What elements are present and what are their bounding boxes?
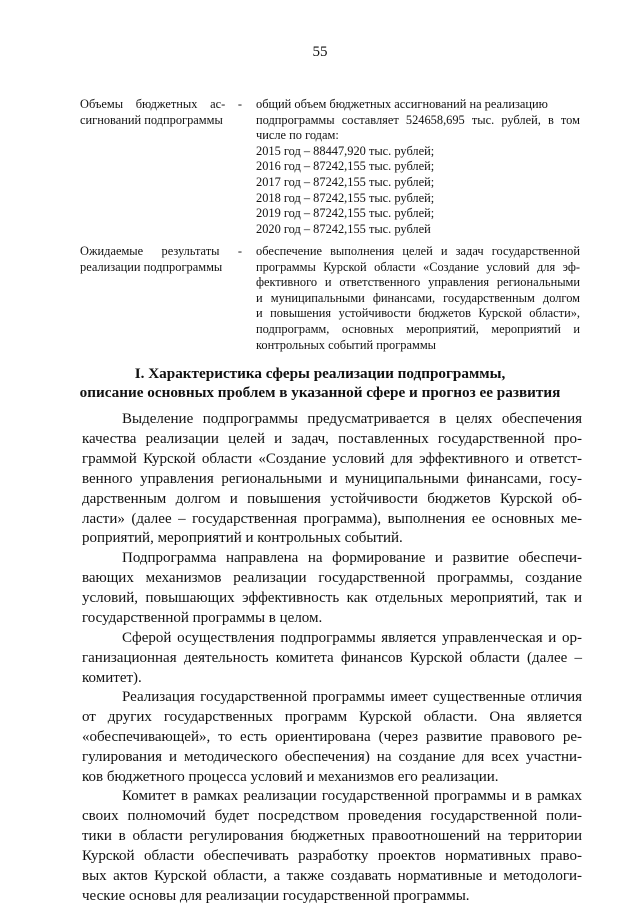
- paragraph-line: Подпрограмма направлена на формирование и развитие обеспечи-: [122, 550, 582, 566]
- label-line: реализации подпрограммы: [80, 259, 223, 274]
- paragraph-line: венного управления региональными и муниципальными финансами, госу-: [82, 470, 582, 487]
- paragraph-line: Сферой осуществления подпрограммы является управленческая и ор-: [122, 630, 582, 646]
- body-line: общий объем бюджетных ассигнований на реализацию: [256, 97, 548, 111]
- paragraph-line: качества реализации целей и задач, поставленных государственной про-: [82, 430, 582, 447]
- heading-line: описание основных проблем в указанной сфере и прогноз ее развития: [79, 384, 561, 401]
- body-line: обеспечение выполнения целей и задач государственной: [256, 244, 580, 258]
- paragraph-line: Реализация государственной программы имеет существенные отличия: [122, 689, 582, 705]
- paragraph-line: вых актов Курской области, а также создавать нормативные и методологи-: [82, 867, 582, 884]
- paragraph-line: тики в области регулирования бюджетных правоотношений на территории: [82, 827, 582, 844]
- label-line: сигнований подпрограммы: [80, 112, 223, 127]
- paragraph-line: Выделение подпрограммы предусматривается в целях обеспечения: [122, 411, 582, 427]
- paragraph-3: [82, 629, 582, 689]
- paragraph-line: дарственным долгом и повышения устойчивости бюджетов Курской об-: [82, 490, 582, 507]
- body-line: контрольных событий программы: [256, 337, 436, 352]
- body-line: программы Курской области «Создание условий для эф-: [256, 259, 580, 274]
- paragraph-1: [82, 410, 582, 549]
- body-line: подпрограмм, основных мероприятий, мероприятий и: [256, 321, 580, 336]
- body-line: 2017 год – 87242,155 тыс. рублей;: [256, 174, 435, 189]
- paragraph-line: ганизационная деятельность комитета финансов Курской области (далее –: [82, 649, 582, 666]
- body-line: числе по годам:: [256, 128, 339, 143]
- paragraph-line: условий, повышающих эффективность как отдельных мероприятий, так и: [82, 589, 582, 606]
- body-line: 2019 год – 87242,155 тыс. рублей;: [256, 206, 435, 221]
- paragraph-2: [82, 549, 582, 629]
- section-heading: [60, 364, 580, 402]
- body-line: 2018 год – 87242,155 тыс. рублей;: [256, 190, 435, 205]
- paragraph-line: гулирования и методического обеспечения) на создание для всех участни-: [82, 748, 582, 765]
- body-line: и муниципальными финансами, государственным долгом: [256, 290, 580, 305]
- row-label-results: [80, 244, 242, 275]
- paragraph-line: от других государственных программ Курской области. Она является: [82, 708, 582, 725]
- label-line: Ожидаемые результаты -: [80, 244, 242, 258]
- row-label-budget: [80, 97, 242, 128]
- body-line: 2020 год – 87242,155 тыс. рублей: [256, 221, 431, 236]
- body-line: 2015 год – 88447,920 тыс. рублей;: [256, 143, 435, 158]
- body-line: фективного и ответственного управления региональными: [256, 275, 580, 290]
- row-body-results: [256, 244, 580, 353]
- paragraph-line: ков бюджетного процесса условий и механизмов его реализации.: [82, 768, 499, 785]
- paragraph-line: комитет).: [82, 669, 142, 686]
- row-body-budget: [256, 97, 580, 237]
- paragraph-line: государственной программы в целом.: [82, 609, 323, 626]
- paragraph-line: ческие основы для реализации государственной программы.: [82, 887, 470, 904]
- paragraph-line: Комитет в рамках реализации государственной программы и в рамках: [122, 788, 582, 804]
- body-line: подпрограммы составляет 524658,695 тыс. рублей, в том: [256, 112, 580, 127]
- page-number: 55: [312, 44, 328, 60]
- paragraph-line: своих полномочий будет посредством проведения государственной поли-: [82, 807, 582, 824]
- paragraph-line: «обеспечивающей», то есть ориентирована (через развитие правового ре-: [82, 728, 582, 745]
- paragraph-line: Курской области обеспечивать разработку проектов нормативных право-: [82, 847, 582, 864]
- body-line: и повышения устойчивости бюджетов Курской области»,: [256, 306, 580, 321]
- heading-line: I. Характеристика сферы реализации подпрограммы,: [134, 365, 506, 382]
- paragraph-line: вающих механизмов реализации государственной программы, создание: [82, 569, 582, 586]
- paragraph-4: [82, 688, 582, 788]
- paragraph-line: роприятий, мероприятий и контрольных событий.: [82, 530, 403, 547]
- paragraph-line: граммой Курской области «Создание условий для эффективного и ответст-: [82, 450, 582, 467]
- paragraph-5: [82, 787, 582, 906]
- body-line: 2016 год – 87242,155 тыс. рублей;: [256, 159, 435, 174]
- label-line: Объемы бюджетных ас- -: [80, 97, 242, 111]
- paragraph-line: ласти» (далее – государственная программа), выполнения ее основных ме-: [82, 510, 582, 527]
